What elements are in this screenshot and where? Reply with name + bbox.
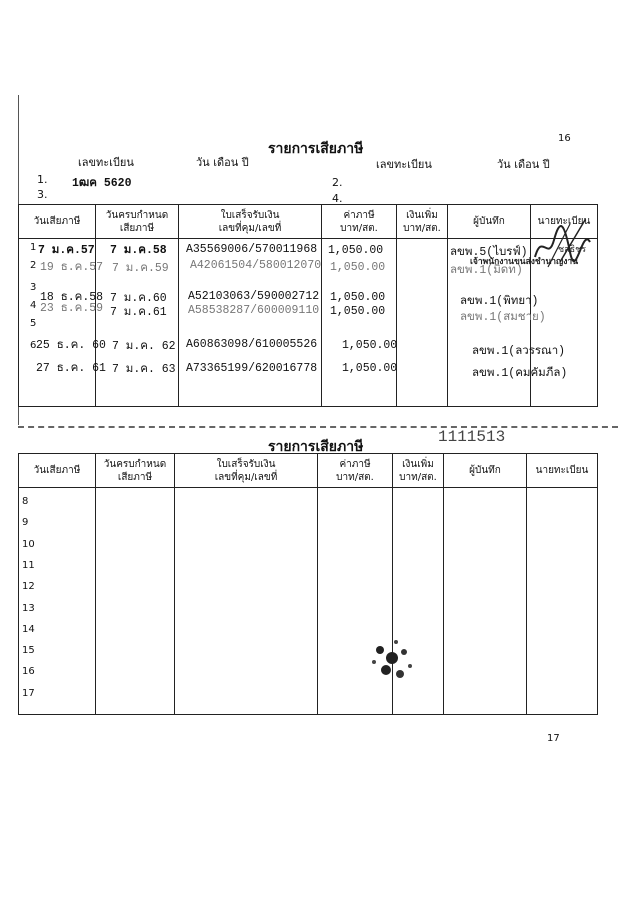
section2-title: รายการเสียภาษี <box>268 439 364 455</box>
row-3-tax: 1,050.00 <box>330 291 386 304</box>
row-6-no: 6 <box>30 340 37 351</box>
t2-header-due: วันครบกำหนด เสียภาษี <box>96 454 175 488</box>
row-7-due: 7 ม.ค. 63 <box>112 363 176 376</box>
t2-row-9: 9 <box>22 517 29 528</box>
t1-header-due: วันครบกำหนด เสียภาษี <box>96 205 179 239</box>
reg-entry-4-no: 4. <box>332 192 343 205</box>
ink-smudge <box>360 630 420 690</box>
row-3-no: 3 <box>30 282 37 293</box>
row-3-due: 7 ม.ค.60 <box>110 292 167 305</box>
row-7-tax: 1,050.00 <box>342 362 398 375</box>
row-3-paid: 18 ธ.ค.58 <box>40 291 104 304</box>
row-3-recorder: ลขพ.1(พิทยา) <box>460 295 539 308</box>
row-7-recorder: ลขพ.1(คมคัมภีล) <box>472 367 568 380</box>
row-4-receipt: A58538287/600009110 <box>188 304 320 317</box>
row-2-due: 7 ม.ค.59 <box>112 262 169 275</box>
t2-row-17: 17 <box>22 688 35 699</box>
t1-header-receipt: ใบเสร็จรับเงิน เลขที่คุม/เลขที่ <box>179 205 322 239</box>
row-2-no: 2 <box>30 260 37 271</box>
row-7-paid: 27 ธ.ค. 61 <box>36 362 106 375</box>
t1-header-tax: ค่าภาษี บาท/สต. <box>322 205 397 239</box>
row-1-no: 1 <box>30 242 37 253</box>
row-6-tax: 1,050.00 <box>342 339 398 352</box>
t1-header-extra: เงินเพิ่ม บาท/สต. <box>397 205 448 239</box>
t2-header-receipt: ใบเสร็จรับเงิน เลขที่คุม/เลขที่ <box>175 454 318 488</box>
row-1-due: 7 ม.ค.58 <box>110 244 167 257</box>
row-2-recorder: ลขพ.1(มิดท) <box>450 264 523 277</box>
date-label-right: วัน เดือน ปี <box>497 158 550 171</box>
reg-entry-3-no: 3. <box>37 188 48 201</box>
t2-header-recorder: ผู้บันทึก <box>444 454 527 488</box>
page-number-top: 16 <box>558 133 571 144</box>
row-1-paid: 7 ม.ค.57 <box>38 244 95 257</box>
tax-table-2 <box>18 453 598 715</box>
t1-header-registrar: นายทะเบียน <box>531 205 598 239</box>
row-2-receipt: A42061504/580012070 <box>190 259 322 272</box>
divider-text: 1111513 <box>438 428 506 446</box>
section-divider <box>18 426 618 428</box>
reg-label-left: เลขทะเบียน <box>78 156 134 169</box>
t2-row-13: 13 <box>22 603 35 614</box>
registrar-stamp-text: เจ้าพนักงานขนส่งชำนาญงาน <box>470 257 579 267</box>
t2-header-registrar: นายทะเบียน <box>527 454 598 488</box>
row-1-tax: 1,050.00 <box>328 244 384 257</box>
reg-entry-2-no: 2. <box>332 176 343 189</box>
row-4-paid: 23 ธ.ค.59 <box>40 302 104 315</box>
t2-row-11: 11 <box>22 560 35 571</box>
row-4-tax: 1,050.00 <box>330 305 386 318</box>
t1-header-recorder: ผู้บันทึก <box>448 205 531 239</box>
t2-row-8: 8 <box>22 496 29 507</box>
section1-title: รายการเสียภาษี <box>268 141 364 157</box>
reg-label-right: เลขทะเบียน <box>376 158 432 171</box>
t2-row-16: 16 <box>22 666 35 677</box>
row-2-tax: 1,050.00 <box>330 261 386 274</box>
row-7-receipt: A73365199/620016778 <box>186 362 318 375</box>
row-6-due: 7 ม.ค. 62 <box>112 340 176 353</box>
t2-header-tax: ค่าภาษี บาท/สต. <box>318 454 393 488</box>
t2-row-10: 10 <box>22 539 35 550</box>
row-2-paid: 19 ธ.ค.57 <box>40 261 104 274</box>
row-6-paid: 25 ธ.ค. 60 <box>36 339 106 352</box>
date-label-left: วัน เดือน ปี <box>196 156 249 169</box>
row-4-no: 4 <box>30 300 37 311</box>
t2-row-12: 12 <box>22 581 35 592</box>
t2-row-14: 14 <box>22 624 35 635</box>
t2-header-paid: วันเสียภาษี <box>19 454 96 488</box>
reg-entry-1-value: 1ฒค 5620 <box>72 177 132 190</box>
row-4-due: 7 ม.ค.61 <box>110 306 167 319</box>
row-1-recorder: ลขพ.5(ไบรฟ์) <box>450 246 528 259</box>
t1-header-paid: วันเสียภาษี <box>19 205 96 239</box>
registrar-stamp-mark: ชลธิชร <box>558 245 587 255</box>
row-3-receipt: A52103063/590002712 <box>188 290 320 303</box>
page-number-bottom: 17 <box>547 733 560 744</box>
row-5-no: 5 <box>30 318 37 329</box>
reg-entry-1-no: 1. <box>37 173 48 186</box>
t2-header-extra: เงินเพิ่ม บาท/สต. <box>393 454 444 488</box>
t2-row-15: 15 <box>22 645 35 656</box>
row-6-receipt: A60863098/610005526 <box>186 338 318 351</box>
row-6-recorder: ลขพ.1(ลวรรณา) <box>472 345 566 358</box>
row-4-recorder: ลขพ.1(สมชาย) <box>460 311 546 324</box>
row-1-receipt: A35569006/570011968 <box>186 243 318 256</box>
